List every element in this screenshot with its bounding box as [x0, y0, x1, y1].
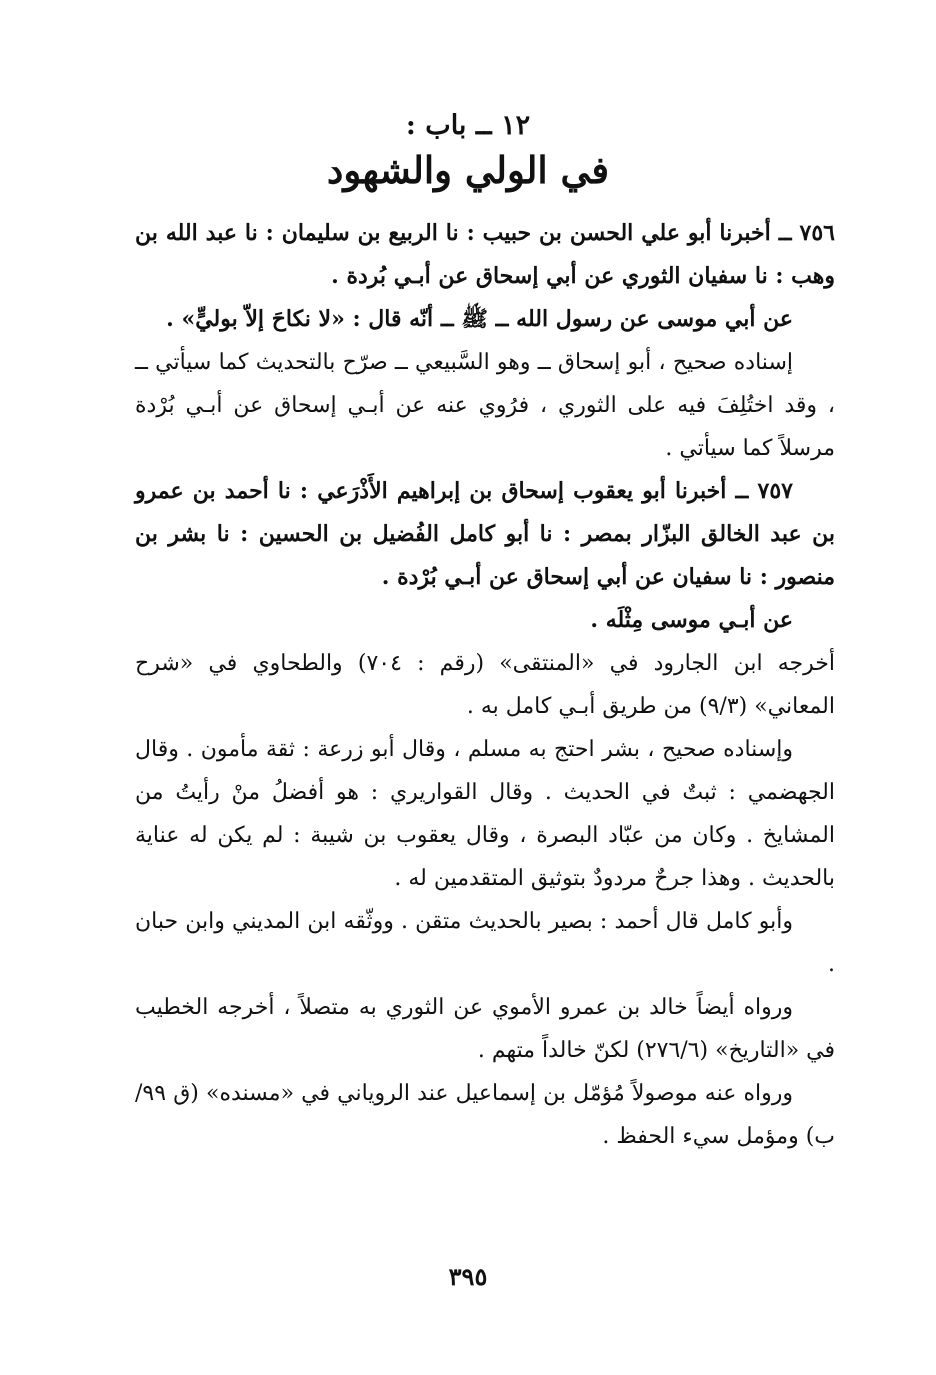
hadith-757-comment-2: وإسناده صحيح ، بشر احتج به مسلم ، وقال أبو زرعة : ثقة مأمون . وقال الجهضمي : ثبتٌ في الحديث . وقال القواريري : هو أفضلُ منْ رأيتُ من المشايخ . وكان من عبّاد البصرة ، وقال يعقوب بن شيبة : لم يكن له عناية بالحديث . وهذا جرحٌ مردودٌ بتوثيق المتقدمين له . [135, 737, 835, 891]
hadith-757-isnad-text: أخبرنا أبو يعقوب إسحاق بن إبراهيم الأَذْرَعي : نا أحمد بن عمرو بن عبد الخالق البزّار بمصر : نا أبو كامل الفُضيل بن الحسين : نا بشر بن منصور : نا سفيان عن أبي إسحاق عن أبـي بُرْدة . [135, 478, 835, 590]
hadith-756-number: ٧٥٦ ــ [778, 220, 835, 246]
hadith-757-number: ٧٥٧ ــ [735, 478, 793, 504]
hadith-757-matn: عن أبـي موسى مِثْلَه . [590, 607, 793, 633]
chapter-number: ١٢ ــ باب : [405, 110, 531, 141]
hadith-756-matn: عن أبي موسى عن رسول الله ــ ﷺ ــ أنّه قال : «لا نكاحَ إلاّ بوليٍّ» . [166, 306, 793, 332]
chapter-title: في الولي والشهود [326, 148, 610, 192]
hadith-757-isnad [135, 470, 835, 599]
hadith-756-isnad [135, 212, 835, 298]
page-number: ٣٩٥ [448, 1262, 488, 1291]
hadith-757-comment-5: ورواه عنه موصولاً مُؤمّل بن إسماعيل عند الروياني في «مسنده» (ق ٩٩/ب) ومؤمل سيء الحفظ . [135, 1081, 835, 1149]
hadith-756-comment: إسناده صحيح ، أبو إسحاق ــ وهو السَّبيعي ــ صرّح بالتحديث كما سيأتي ــ ، وقد اختُلِفَ فيه على الثوري ، فرُوي عنه عن أبـي إسحاق عن أبـي بُرْدة مرسلاً كما سيأتي . [135, 350, 835, 461]
hadith-757-comment-1: أخرجه ابن الجارود في «المنتقى» (رقم : ٧٠٤) والطحاوي في «شرح المعاني» (٩/٣) من طريق أبـي كامل به . [135, 651, 835, 719]
hadith-757-comment-3: وأبو كامل قال أحمد : بصير بالحديث متقن . ووثّقه ابن المديني وابن حبان . [135, 909, 835, 977]
page-body [135, 212, 835, 1158]
hadith-756-isnad-text: أخبرنا أبو علي الحسن بن حبيب : نا الربيع بن سليمان : نا عبد الله بن وهب : نا سفيان الثوري عن أبي إسحاق عن أبـي بُردة . [135, 220, 835, 289]
hadith-757-comment-4: ورواه أيضاً خالد بن عمرو الأموي عن الثوري به متصلاً ، أخرجه الخطيب في «التاريخ» (٢٧٦/٦) لكنّ خالداً متهم . [135, 995, 835, 1063]
